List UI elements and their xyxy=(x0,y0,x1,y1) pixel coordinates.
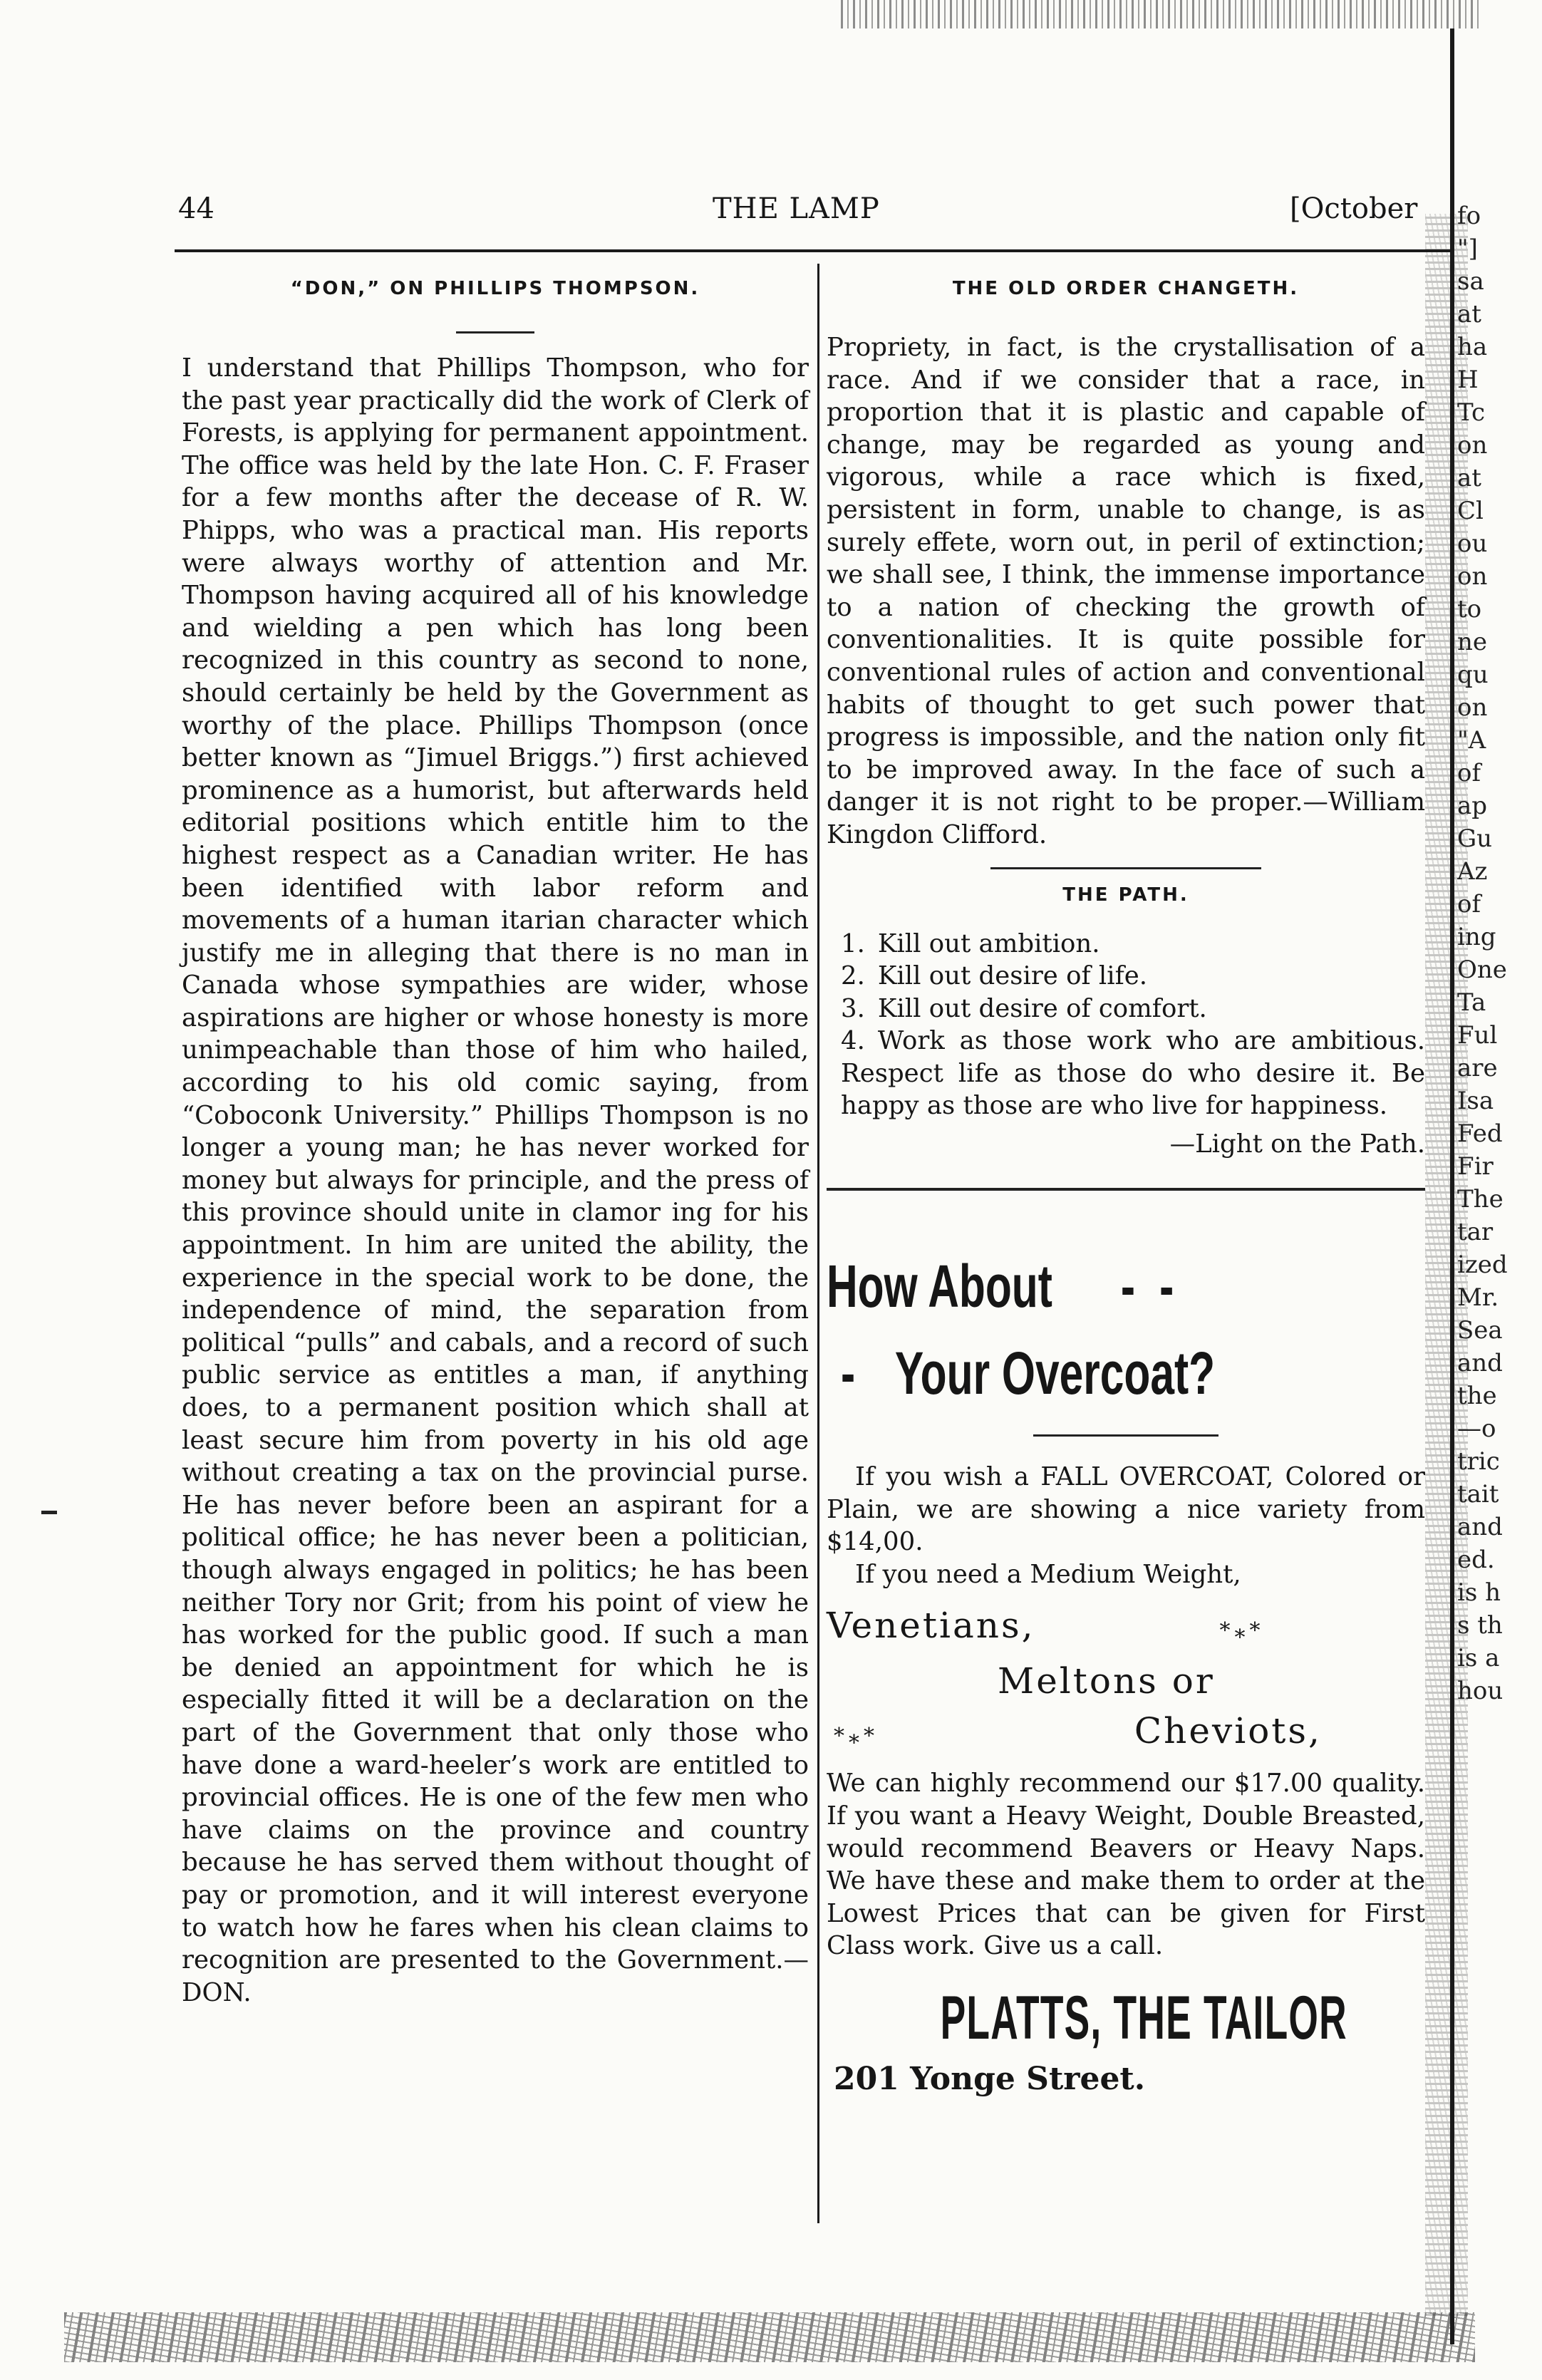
edge-fragment: at xyxy=(1457,300,1481,328)
edge-fragment: ed. xyxy=(1457,1546,1495,1574)
decorative-stars: *⁎* xyxy=(834,1724,879,1749)
section-rule xyxy=(990,867,1261,869)
edge-fragment: Ta xyxy=(1457,988,1486,1017)
edge-fragment: ized xyxy=(1457,1251,1508,1279)
header-rule xyxy=(175,249,1450,252)
edge-fragment: Ful xyxy=(1457,1021,1498,1050)
edge-fragment: of xyxy=(1457,890,1481,919)
edge-fragment: tric xyxy=(1457,1447,1500,1476)
adjacent-page-fragments xyxy=(1457,200,1539,2266)
ad-paragraph-2: If you need a Medium Weight, xyxy=(855,1559,1241,1589)
path-item-text: Kill out desire of life. xyxy=(877,961,1148,991)
path-list-item xyxy=(827,928,1425,961)
edge-fragment: H xyxy=(1457,366,1479,394)
path-list-item xyxy=(827,1025,1425,1122)
edge-fragment: Fir xyxy=(1457,1152,1494,1181)
edge-fragment: ne xyxy=(1457,628,1488,656)
path-item-number: 1. xyxy=(841,928,865,958)
edge-fragment: at xyxy=(1457,464,1481,492)
edge-fragment: tait xyxy=(1457,1480,1499,1509)
edge-fragment: on xyxy=(1457,431,1488,460)
edge-fragment: fo xyxy=(1457,202,1481,230)
article-heading-path: THE PATH. xyxy=(1062,884,1189,906)
page-header xyxy=(171,192,1511,235)
edge-fragment: Isa xyxy=(1457,1087,1494,1115)
article-heading-old-order: THE OLD ORDER CHANGETH. xyxy=(952,278,1300,299)
publication-title: THE LAMP xyxy=(713,192,880,225)
ad-headline-2 xyxy=(841,1338,1261,1409)
path-list xyxy=(827,928,1425,1123)
overcoat-advertisement xyxy=(827,1251,1425,2099)
edge-fragment: Sea xyxy=(1457,1316,1503,1345)
edge-fragment: ap xyxy=(1457,792,1488,820)
edge-fragment: on xyxy=(1457,693,1488,722)
fabric-cheviots: Cheviots, xyxy=(1134,1710,1322,1752)
left-column xyxy=(182,274,809,2009)
edge-fragment: The xyxy=(1457,1185,1504,1214)
edge-fragment: Az xyxy=(1457,857,1488,886)
ad-address: 201 Yonge Street. xyxy=(834,2060,1146,2097)
path-item-text: Kill out ambition. xyxy=(877,928,1100,958)
edge-fragment: Cl xyxy=(1457,497,1484,525)
edge-fragment: Gu xyxy=(1457,824,1493,853)
ad-headline-2-text: Your Overcoat? xyxy=(894,1340,1216,1407)
edge-fragment: is a xyxy=(1457,1644,1500,1672)
article-body-old-order: Propriety, in fact, is the crystallisation of a race. And if we consider that a race, in proportion that it is plastic and capable of change, may be regarded as young and vigorous, while a race which is fixed, persistent in form, unable to change, is as surely effete, worn out, in peril of extinction; we shall see, I think, the immense importance to a nation of checking the growth of conventionalities. It is quite possible for conventional rules of action and conventional habits of thought to get such power that progress is impossible, and the nation only fit to be improved away. In the face of such a danger it is not right to be proper.—William Kingdon Clifford. xyxy=(827,333,1425,849)
article-heading: “DON,” ON PHILLIPS THOMPSON. xyxy=(290,278,700,299)
path-item-number: 4. xyxy=(841,1026,865,1056)
edge-fragment: qu xyxy=(1457,661,1489,689)
ad-top-rule xyxy=(827,1188,1425,1191)
edge-fragment: One xyxy=(1457,956,1507,984)
right-column xyxy=(827,274,1425,1191)
ad-firm-name: PLATTS, THE TAILOR xyxy=(940,1983,1347,2052)
path-item-number: 2. xyxy=(841,961,865,991)
ad-fabric-line-2: Meltons or xyxy=(998,1660,1215,1702)
edge-fragment: and xyxy=(1457,1349,1503,1377)
article-body: I understand that Phillips Thompson, who for the past year practically did the work of Clerk of Forests, is applying for permanent appointment. The office was held by the late Hon. C. F. Fraser for a few months after the decease of R. W. Phipps, who was a practical man. His reports were always worthy of attention and Mr. Thompson having acquired all of his knowledge and wielding a pen which has long been recognized in this country as second to none, should certainly be held by the Government as worthy of the place. Phillips Thompson (once better known as “Jimuel Briggs.”) first achieved prominence as a humorist, but afterwards held editorial positions which entitle him to the highest respect as a Canadian writer. He has been identified with labor reform and movements of a human itarian character which justify me in alleging that there is no man in Canada whose sympathies are wider, whose aspirations are higher or whose honesty is more unimpeachable than those of him who hailed, according to his old comic saying, from “Coboconk University.” Phillips Thompson is no longer a young man; he has never worked for money but always for principle, and the press of this province should unite in clamor ing for his appointment. In him are united the ability, the experience in the special work to be done, the independence of mind, the separation from political “pulls” and cabals, and a record of such public service as entitles a man, if anything does, to a permanent position which shall at least secure him from poverty in his old age without creating a tax on the provincial purse. He has never before been an aspirant for a political office; he has never been a politician, though always engaged in politics; he has been neither Tory nor Grit; from his point of view he has worked for the public good. If such a man be denied an appointment for which he is especially fitted it will be a declaration on the part of the Government that only those who have done a ward-heeler’s work are entitled to provincial offices. He is one of the few men who have claims on the province and country because he has served them without thought of pay or promotion, and it will interest everyone to watch how he fares when his clean claims to recognition are presented to the Government.—DON. xyxy=(182,353,809,2007)
margin-mark xyxy=(41,1511,57,1514)
edge-fragment: ing xyxy=(1457,923,1496,951)
edge-fragment: of xyxy=(1457,759,1481,787)
path-item-text: Work as those work who are ambitious. Respect life as those do who desire it. Be happy as those are who live for happiness. xyxy=(841,1026,1425,1121)
path-item-text: Kill out desire of comfort. xyxy=(877,993,1207,1023)
edge-fragment: —o xyxy=(1457,1414,1496,1443)
ad-headline-1 xyxy=(827,1251,1258,1322)
scan-noise-bottom xyxy=(64,2312,1475,2362)
ad-fabric-line-3 xyxy=(827,1706,1425,1761)
edge-fragment: "] xyxy=(1457,234,1478,263)
edge-fragment: ha xyxy=(1457,333,1488,361)
ad-fabric-line-1 xyxy=(827,1600,1425,1656)
ad-paragraph-3: We can highly recommend our $17.00 quality. If you want a Heavy Weight, Double Breasted, would recommend Beavers or Heavy Naps. We have these and make them to order at the Lowest Prices that can be given for First Class work. Give us a call. xyxy=(827,1769,1425,1961)
edge-fragment: "A xyxy=(1457,726,1486,755)
column-divider xyxy=(817,264,819,2223)
path-item-number: 3. xyxy=(841,993,865,1023)
edge-fragment: the xyxy=(1457,1382,1497,1410)
edge-fragment: Tc xyxy=(1457,398,1486,427)
page-number: 44 xyxy=(178,192,214,225)
edge-fragment: tar xyxy=(1457,1218,1494,1246)
decorative-stars: *⁎* xyxy=(1219,1618,1265,1644)
fabric-venetians: Venetians, xyxy=(827,1605,1035,1647)
heading-rule xyxy=(456,331,534,333)
edge-fragment: s th xyxy=(1457,1611,1503,1640)
edge-fragment: Fed xyxy=(1457,1119,1503,1148)
ad-rule xyxy=(1033,1434,1218,1437)
edge-fragment: to xyxy=(1457,595,1482,624)
scan-noise-top xyxy=(841,0,1482,29)
ad-paragraph-1: If you wish a FALL OVERCOAT, Colored or Plain, we are showing a nice variety from $14,00. xyxy=(827,1462,1425,1557)
ad-headline-1-dashes: - - xyxy=(1120,1253,1180,1320)
path-list-item xyxy=(827,960,1425,993)
ad-headline-1-text: How About xyxy=(827,1253,1052,1320)
ad-headline-2-dash: - xyxy=(841,1340,856,1407)
edge-fragment: Mr. xyxy=(1457,1283,1499,1312)
edge-fragment: and xyxy=(1457,1513,1503,1541)
path-list-item xyxy=(827,993,1425,1025)
edge-fragment: ou xyxy=(1457,529,1488,558)
edge-fragment: on xyxy=(1457,562,1488,591)
page-fold-line xyxy=(1450,29,1454,2344)
edge-fragment: is h xyxy=(1457,1578,1501,1607)
issue-date: [October xyxy=(1290,192,1418,225)
edge-fragment: are xyxy=(1457,1054,1498,1082)
path-source: —Light on the Path. xyxy=(1169,1129,1425,1159)
edge-fragment: hou xyxy=(1457,1677,1504,1705)
edge-fragment: sa xyxy=(1457,267,1484,296)
